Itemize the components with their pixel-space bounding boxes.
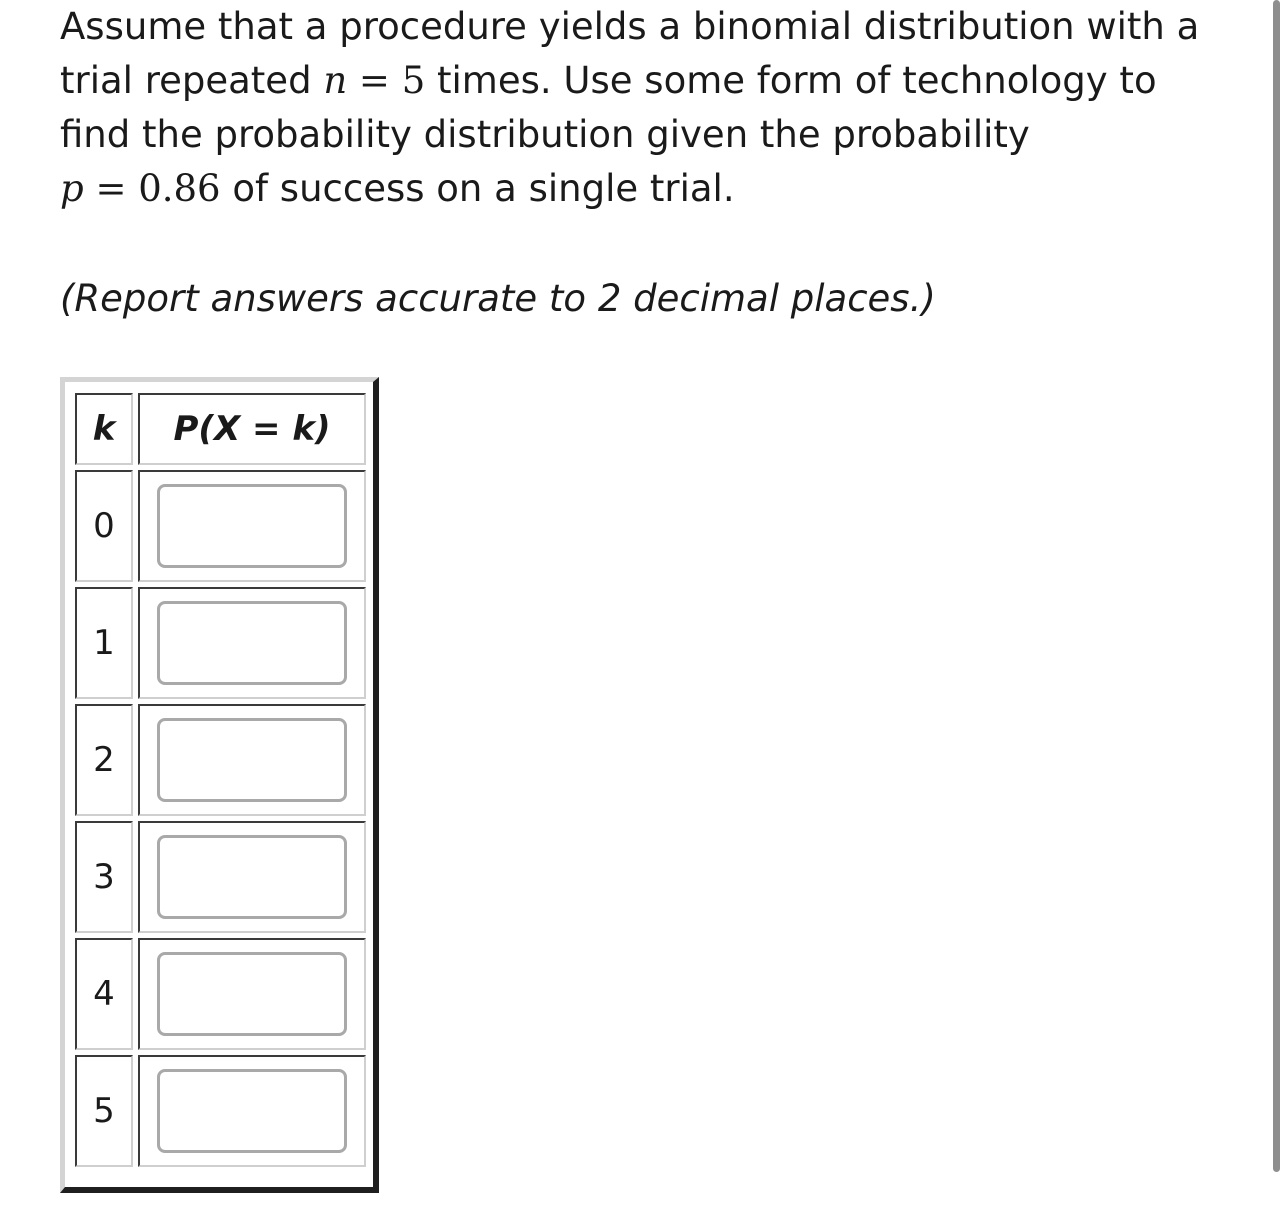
k-value-cell: 5 — [75, 1055, 133, 1167]
distribution-table — [70, 388, 371, 1172]
question-line-4 — [60, 162, 1240, 216]
table-row — [75, 704, 366, 816]
n-value: 5 — [401, 59, 426, 102]
table-row — [75, 470, 366, 582]
n-symbol: n — [323, 59, 348, 102]
p-symbol: p — [60, 167, 84, 210]
n-equals: = — [347, 59, 402, 102]
probability-input-k4[interactable] — [157, 952, 347, 1036]
probability-cell — [138, 1055, 366, 1167]
probability-cell — [138, 821, 366, 933]
p-value: 0.86 — [138, 167, 221, 210]
probability-cell — [138, 704, 366, 816]
p-equals: = — [83, 167, 139, 210]
table-header-row — [75, 393, 366, 465]
n-equation — [323, 59, 425, 102]
probability-cell — [138, 587, 366, 699]
question-line-3: find the probability distribution given the probability — [60, 113, 1030, 156]
question-line-4-suffix: of success on a single trial. — [220, 167, 735, 210]
probability-input-k1[interactable] — [157, 601, 347, 685]
probability-cell — [138, 470, 366, 582]
probability-input-k5[interactable] — [157, 1069, 347, 1153]
question-line-2-suffix: times. Use some form of technology to — [425, 59, 1157, 102]
p-equation — [60, 167, 221, 210]
question-line-2-prefix: trial repeated — [60, 59, 324, 102]
k-value-cell: 1 — [75, 587, 133, 699]
question-line-2 — [60, 54, 1240, 108]
k-value-cell: 4 — [75, 938, 133, 1050]
probability-input-k2[interactable] — [157, 718, 347, 802]
question-text — [60, 0, 1240, 216]
table-row — [75, 587, 366, 699]
rounding-instruction: (Report answers accurate to 2 decimal places.) — [60, 277, 936, 320]
k-value-cell: 0 — [75, 470, 133, 582]
probability-input-k3[interactable] — [157, 835, 347, 919]
probability-cell — [138, 938, 366, 1050]
distribution-table-frame — [60, 377, 379, 1193]
page-scrollbar[interactable] — [1273, 0, 1280, 1172]
k-value-cell: 2 — [75, 704, 133, 816]
probability-input-k0[interactable] — [157, 484, 347, 568]
header-k: k — [75, 393, 133, 465]
table-row — [75, 821, 366, 933]
table-row — [75, 938, 366, 1050]
table-row — [75, 1055, 366, 1167]
question-line-1: Assume that a procedure yields a binomial distribution with a — [60, 5, 1200, 48]
header-probability: P(X = k) — [138, 393, 366, 465]
k-value-cell: 3 — [75, 821, 133, 933]
